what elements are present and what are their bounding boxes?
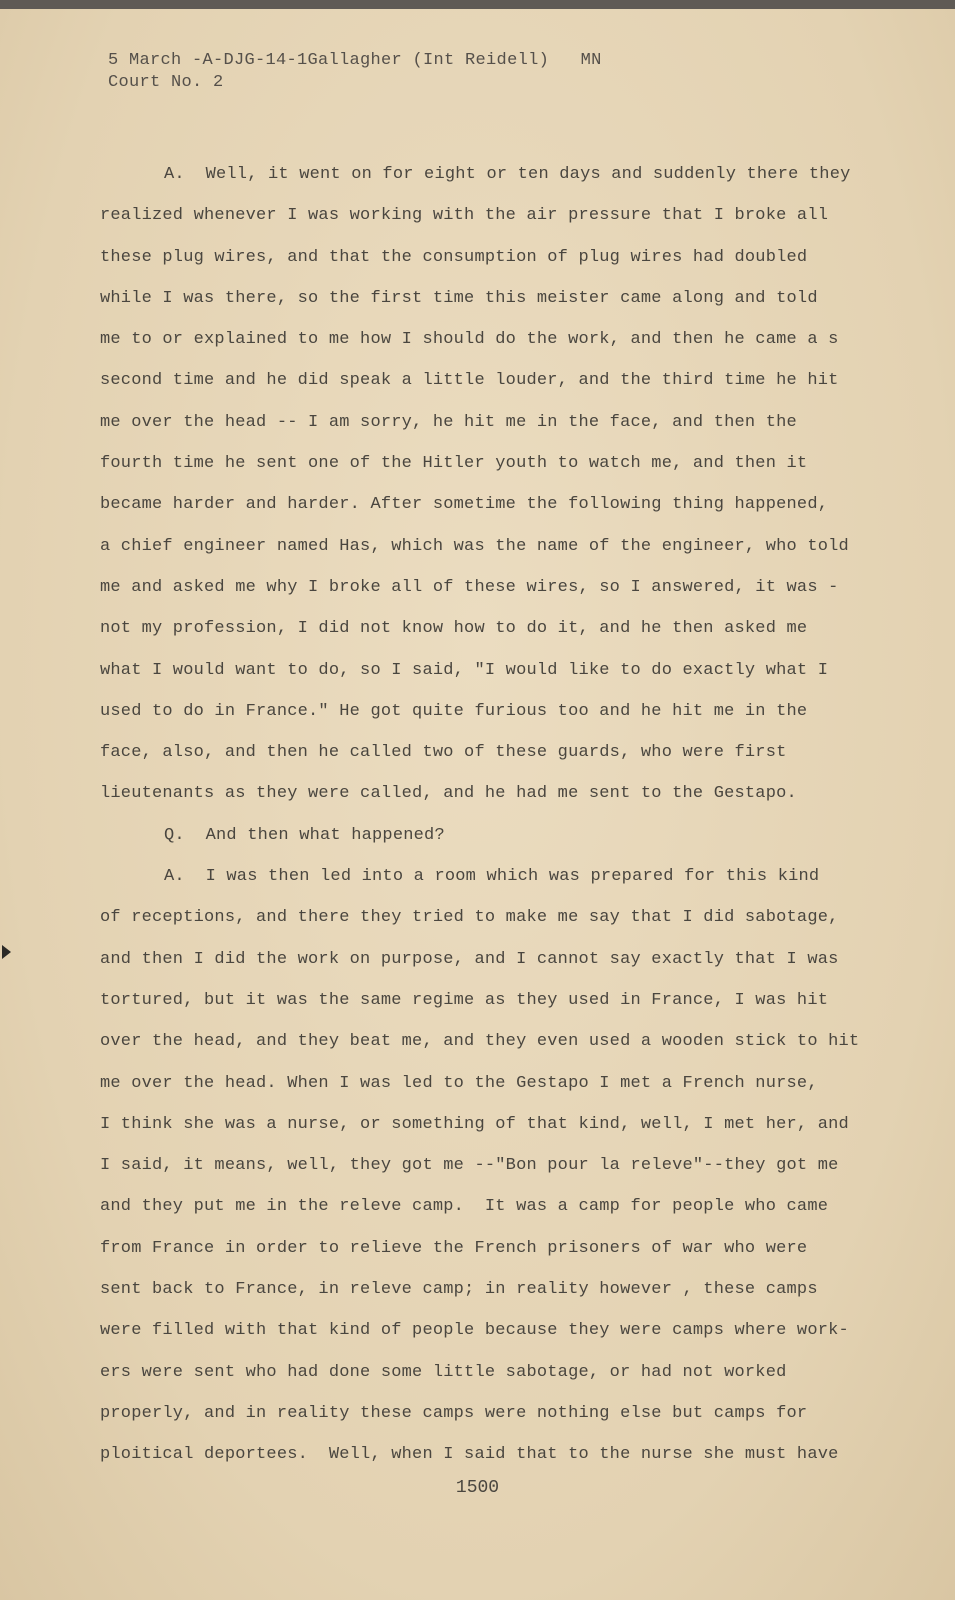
text-line: a chief engineer named Has, which was the name of the engineer, who told bbox=[100, 536, 849, 556]
text-line: over the head, and they beat me, and they even used a wooden stick to hit bbox=[100, 1032, 860, 1052]
text-line: I think she was a nurse, or something of that kind, well, I met her, and bbox=[100, 1114, 849, 1134]
paragraph-answer-2 bbox=[100, 856, 860, 1475]
text-line: Q. And then what happened? bbox=[164, 825, 445, 845]
text-line: not my profession, I did not know how to do it, and he then asked me bbox=[100, 619, 808, 639]
header-case-line: 5 March -A-DJG-14-1Gallagher (Int Reidell) MN bbox=[108, 51, 602, 70]
text-line: and then I did the work on purpose, and I cannot say exactly that I was bbox=[100, 949, 839, 969]
text-line: me over the head. When I was led to the Gestapo I met a French nurse, bbox=[100, 1073, 818, 1093]
text-line: and they put me in the releve camp. It was a camp for people who came bbox=[100, 1197, 829, 1217]
text-line: lieutenants as they were called, and he had me sent to the Gestapo. bbox=[100, 784, 797, 804]
text-line: I said, it means, well, they got me --"Bon pour la releve"--they got me bbox=[100, 1156, 839, 1176]
header-court-line: Court No. 2 bbox=[108, 73, 224, 92]
text-line: A. I was then led into a room which was prepared for this kind bbox=[164, 867, 820, 887]
text-line: me to or explained to me how I should do the work, and then he came a s bbox=[100, 330, 839, 350]
paragraph-question bbox=[100, 815, 860, 856]
text-line: these plug wires, and that the consumption of plug wires had doubled bbox=[100, 247, 808, 267]
page-number: 1500 bbox=[455, 1478, 500, 1498]
page-header bbox=[108, 50, 602, 94]
text-line: me over the head -- I am sorry, he hit me in the face, and then the bbox=[100, 412, 797, 432]
text-line: face, also, and then he called two of these guards, who were first bbox=[100, 743, 787, 763]
text-line: ers were sent who had done some little sabotage, or had not worked bbox=[100, 1362, 787, 1382]
text-line: from France in order to relieve the French prisoners of war who were bbox=[100, 1238, 808, 1258]
text-line: became harder and harder. After sometime the following thing happened, bbox=[100, 495, 829, 515]
text-line: properly, and in reality these camps were nothing else but camps for bbox=[100, 1403, 808, 1423]
text-line: were filled with that kind of people because they were camps where work- bbox=[100, 1321, 849, 1341]
text-line: second time and he did speak a little louder, and the third time he hit bbox=[100, 371, 839, 391]
text-line: fourth time he sent one of the Hitler youth to watch me, and then it bbox=[100, 454, 808, 474]
text-line: sent back to France, in releve camp; in reality however , these camps bbox=[100, 1280, 818, 1300]
margin-arrow-icon bbox=[2, 945, 11, 959]
text-line: me and asked me why I broke all of these wires, so I answered, it was - bbox=[100, 577, 839, 597]
text-line: while I was there, so the first time this meister came along and told bbox=[100, 288, 818, 308]
binding-marks bbox=[0, 0, 20, 1600]
text-line: A. Well, it went on for eight or ten days and suddenly there they bbox=[164, 165, 851, 184]
text-line: tortured, but it was the same regime as they used in France, I was hit bbox=[100, 990, 829, 1010]
text-line: realized whenever I was working with the air pressure that I broke all bbox=[100, 206, 829, 226]
text-line: used to do in France." He got quite furious too and he hit me in the bbox=[100, 701, 808, 721]
text-line: ploitical deportees. Well, when I said that to the nurse she must have bbox=[100, 1445, 839, 1465]
text-line: of receptions, and there they tried to make me say that I did sabotage, bbox=[100, 908, 839, 928]
top-edge-strip bbox=[0, 0, 955, 9]
paragraph-answer-1 bbox=[100, 154, 860, 815]
transcript-body bbox=[100, 154, 860, 1476]
text-line: what I would want to do, so I said, "I would like to do exactly what I bbox=[100, 660, 829, 680]
